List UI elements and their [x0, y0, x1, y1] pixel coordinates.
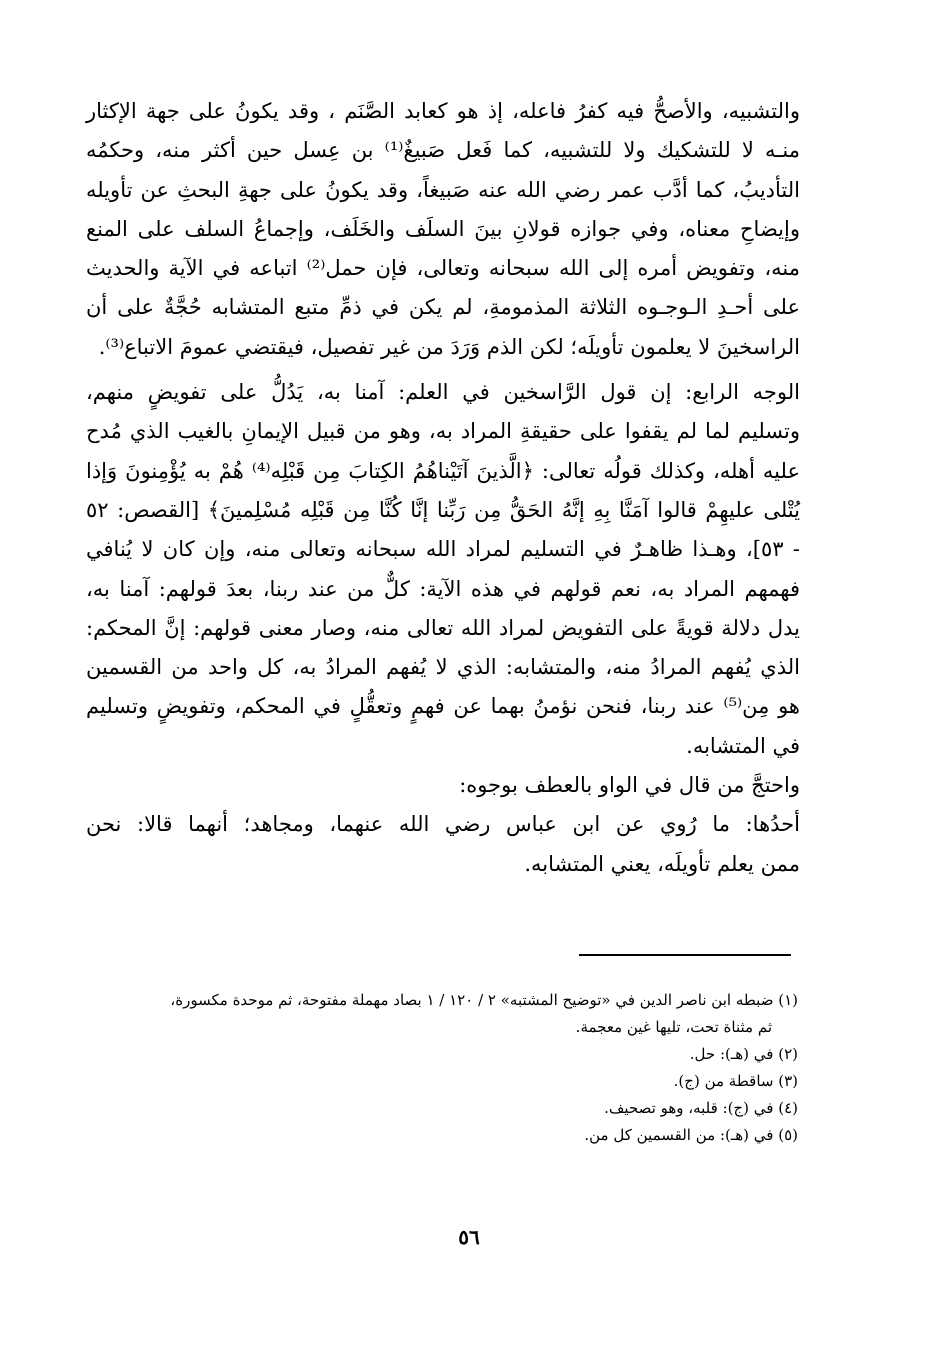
text-line: الذي يُفهم المرادُ منه، والمتشابه: الذي لا يُفهم المرادُ به، كل واحد من القسمين — [86, 655, 800, 680]
text-line: واحتجَّ من قال في الواو بالعطف بوجوه: — [459, 773, 800, 798]
footnote-3: (٣) ساقطة من (ج). — [673, 1072, 798, 1090]
footnotes — [86, 987, 798, 1149]
text-line: وتسليم لما لم يقفوا على حقيقةِ المراد به، وهو من قبيل الإيمانِ بالغيب الذي مُدح — [86, 419, 800, 444]
text-line: فهمهم المراد به، نعم قولهم في هذه الآية: كلٌّ من عند ربنا، بعدَ قولهم: آمنا به، — [86, 576, 800, 601]
text-line: هو مِن⁽⁵⁾ عند ربنا، فنحن نؤمنُ بهما عن فهمٍ وتعقُّلٍ في المحكم، وتفويضٍ وتسليم — [86, 694, 800, 719]
text-line: الوجه الرابع: إن قول الرَّاسخين في العلم: آمنا به، يَدُلُّ على تفويضٍ منهم، — [86, 380, 800, 405]
text-line: ممن يعلم تأويلَه، يعني المتشابه. — [524, 851, 800, 876]
footnote-1: (١) ضبطه ابن ناصر الدين في «توضيح المشتبه» ٢ / ١٢٠ / ١ بصاد مهملة مفتوحة، ثم موحدة مكسورة، — [170, 991, 798, 1009]
page-number: ٥٦ — [458, 1225, 480, 1249]
main-text — [86, 92, 800, 884]
footnote-1-continuation: ثم مثناة تحت، تليها غين معجمة. — [575, 1018, 772, 1036]
footnote-4: (٤) في (ج): قلبه، وهو تصحيف. — [604, 1099, 798, 1117]
text-line: التأديبُ، كما أدَّب عمر رضي الله عنه صَبيغاً، وقد يكونُ على جهةِ البحثِ عن تأويله — [86, 177, 800, 202]
footnote-2: (٢) في (هـ): حل. — [689, 1045, 798, 1063]
footnote-separator — [579, 954, 791, 956]
text-line: الراسخينَ لا يعلمون تأويلَه؛ لكن الذم وَرَدَ من غير تفصيل، فيقتضي عمومَ الاتباع⁽³⁾. — [98, 334, 800, 359]
text-line: يُتْلى عليهِمْ قالوا آمَنَّا بِهِ إنَّهُ الحَقُّ مِن رَبِّنا إنَّا كُنَّا مِن قَبْلِه مُسْلِمينَ﴾ [القصص: ٥٢ — [86, 497, 800, 522]
text-line: منـه لا للتشكيك ولا للتشبيه، كما فَعل صَبيغٌ⁽¹⁾ بن عِسل حين أكثر منه، وحكمُه — [86, 138, 801, 163]
footnote-5: (٥) في (هـ): من القسمين كل من. — [584, 1126, 798, 1144]
text-line: على أحـدِ الـوجـوه الثلاثة المذمومةِ، لم يكن في ذمِّ متبع المتشابه حُجَّةٌ على أن — [86, 295, 800, 320]
text-line: يدل دلالة قويةً على التفويض لمراد الله تعالى منه، وصار معنى قولهم: إنَّ المحكم: — [86, 615, 800, 640]
text-line: والتشبيه، والأصحُّ فيه كفرُ فاعله، إذ هو كعابد الصَّنَم ، وقد يكونُ على جهة الإكثار — [86, 99, 800, 123]
text-line: - ٥٣]، وهـذا ظاهـرٌ في التسليم لمراد الله سبحانه وتعالى منه، وإن كان لا يُنافي — [86, 537, 800, 562]
text-line: في المتشابه. — [686, 733, 800, 758]
text-line: وإيضاحِ معناه، وفي جوازه قولانِ بينَ السلَف والخَلَف، وإجماعُ السلف على المنع — [86, 216, 800, 241]
text-line: أحدُها: ما رُوي عن ابن عباس رضي الله عنهما، ومجاهد؛ أنهما قالا: نحن — [86, 812, 800, 837]
text-line: منه، وتفويض أمره إلى الله سبحانه وتعالى، فإن حمل⁽²⁾ اتباعه في الآية والحديث — [86, 256, 801, 281]
text-line: عليه أهله، وكذلك قولُه تعالى: ﴿الَّذينَ آتَيْناهُمُ الكِتابَ مِن قَبْلِه⁽⁴⁾ هُمْ به يُؤْمِنونَ وَإذا — [86, 458, 800, 483]
